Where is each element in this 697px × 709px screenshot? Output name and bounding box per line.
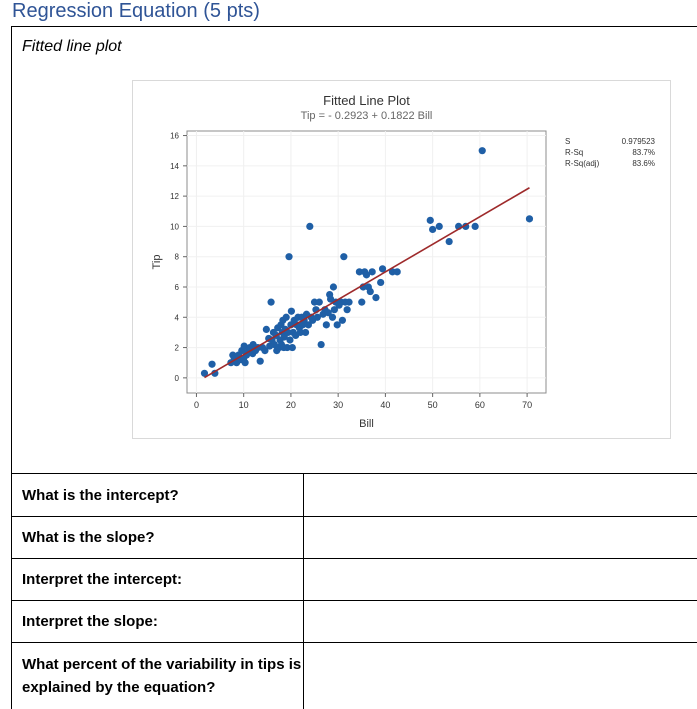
chart-svg xyxy=(133,81,670,438)
stat-label: S xyxy=(565,137,571,146)
section-heading: Regression Equation (5 pts) xyxy=(12,0,260,22)
data-point xyxy=(367,288,374,295)
stat-label: R-Sq xyxy=(565,148,584,157)
fitted-line-plot xyxy=(132,80,671,439)
stat-label: R-Sq(adj) xyxy=(565,159,600,168)
question-label: What percent of the variability in tips is explained by the equation? xyxy=(12,643,304,709)
y-tick-label: 8 xyxy=(174,252,179,262)
data-point xyxy=(306,223,313,230)
x-tick-label: 50 xyxy=(427,400,438,410)
x-axis-label: Bill xyxy=(359,418,374,430)
y-tick-label: 6 xyxy=(174,282,179,292)
y-tick-label: 12 xyxy=(170,192,179,202)
x-tick-label: 30 xyxy=(333,400,344,410)
data-point xyxy=(372,294,379,301)
answer-cell[interactable] xyxy=(304,517,697,559)
question-label: What is the slope? xyxy=(12,517,304,559)
data-point xyxy=(288,308,295,315)
data-point xyxy=(427,217,434,224)
y-axis-label: Tip xyxy=(151,254,163,270)
y-tick-label: 10 xyxy=(170,222,179,232)
data-point xyxy=(358,299,365,306)
data-point xyxy=(208,361,215,368)
data-point xyxy=(330,283,337,290)
table-row xyxy=(12,601,697,643)
answer-cell[interactable] xyxy=(304,474,697,517)
chart-title: Fitted Line Plot xyxy=(323,93,410,108)
data-point xyxy=(339,317,346,324)
answer-cell[interactable] xyxy=(304,601,697,643)
data-point xyxy=(472,223,479,230)
table-row xyxy=(12,643,697,709)
x-tick-label: 60 xyxy=(474,400,485,410)
stat-value: 83.7% xyxy=(632,148,655,157)
data-point xyxy=(286,336,293,343)
y-tick-label: 2 xyxy=(174,343,179,353)
data-point xyxy=(446,238,453,245)
x-tick-label: 0 xyxy=(193,400,199,410)
chart-subtitle: Tip = - 0.2923 + 0.1822 Bill xyxy=(300,110,433,122)
question-label: Interpret the intercept: xyxy=(12,559,304,601)
data-point xyxy=(340,253,347,260)
data-point xyxy=(302,329,309,336)
stat-value: 0.979523 xyxy=(621,137,655,146)
data-point xyxy=(323,321,330,328)
data-point xyxy=(257,358,264,365)
data-point xyxy=(369,268,376,275)
y-tick-label: 16 xyxy=(170,131,179,141)
y-tick-label: 0 xyxy=(174,373,179,383)
data-point xyxy=(526,215,533,222)
x-tick-label: 10 xyxy=(238,400,249,410)
data-point xyxy=(263,326,270,333)
y-tick-label: 14 xyxy=(170,161,179,171)
table-row xyxy=(12,517,697,559)
x-tick-label: 20 xyxy=(285,400,296,410)
data-point xyxy=(285,253,292,260)
answer-cell[interactable] xyxy=(304,643,697,709)
x-tick-label: 70 xyxy=(522,400,533,410)
data-point xyxy=(479,147,486,154)
data-point xyxy=(329,314,336,321)
answer-cell[interactable] xyxy=(304,559,697,601)
data-point xyxy=(242,359,249,366)
question-table xyxy=(11,473,697,709)
table-row xyxy=(12,474,697,517)
x-tick-label: 40 xyxy=(380,400,391,410)
y-tick-label: 4 xyxy=(174,313,179,323)
data-point xyxy=(267,299,274,306)
data-point xyxy=(345,299,352,306)
stat-value: 83.6% xyxy=(632,159,655,168)
question-label: What is the intercept? xyxy=(12,474,304,517)
data-point xyxy=(429,226,436,233)
data-point xyxy=(283,314,290,321)
subheading: Fitted line plot xyxy=(22,38,122,55)
data-point xyxy=(436,223,443,230)
data-point xyxy=(377,279,384,286)
data-point xyxy=(289,344,296,351)
question-label: Interpret the slope: xyxy=(12,601,304,643)
table-row xyxy=(12,559,697,601)
data-point xyxy=(344,306,351,313)
data-point xyxy=(318,341,325,348)
data-point xyxy=(394,268,401,275)
data-point xyxy=(316,299,323,306)
